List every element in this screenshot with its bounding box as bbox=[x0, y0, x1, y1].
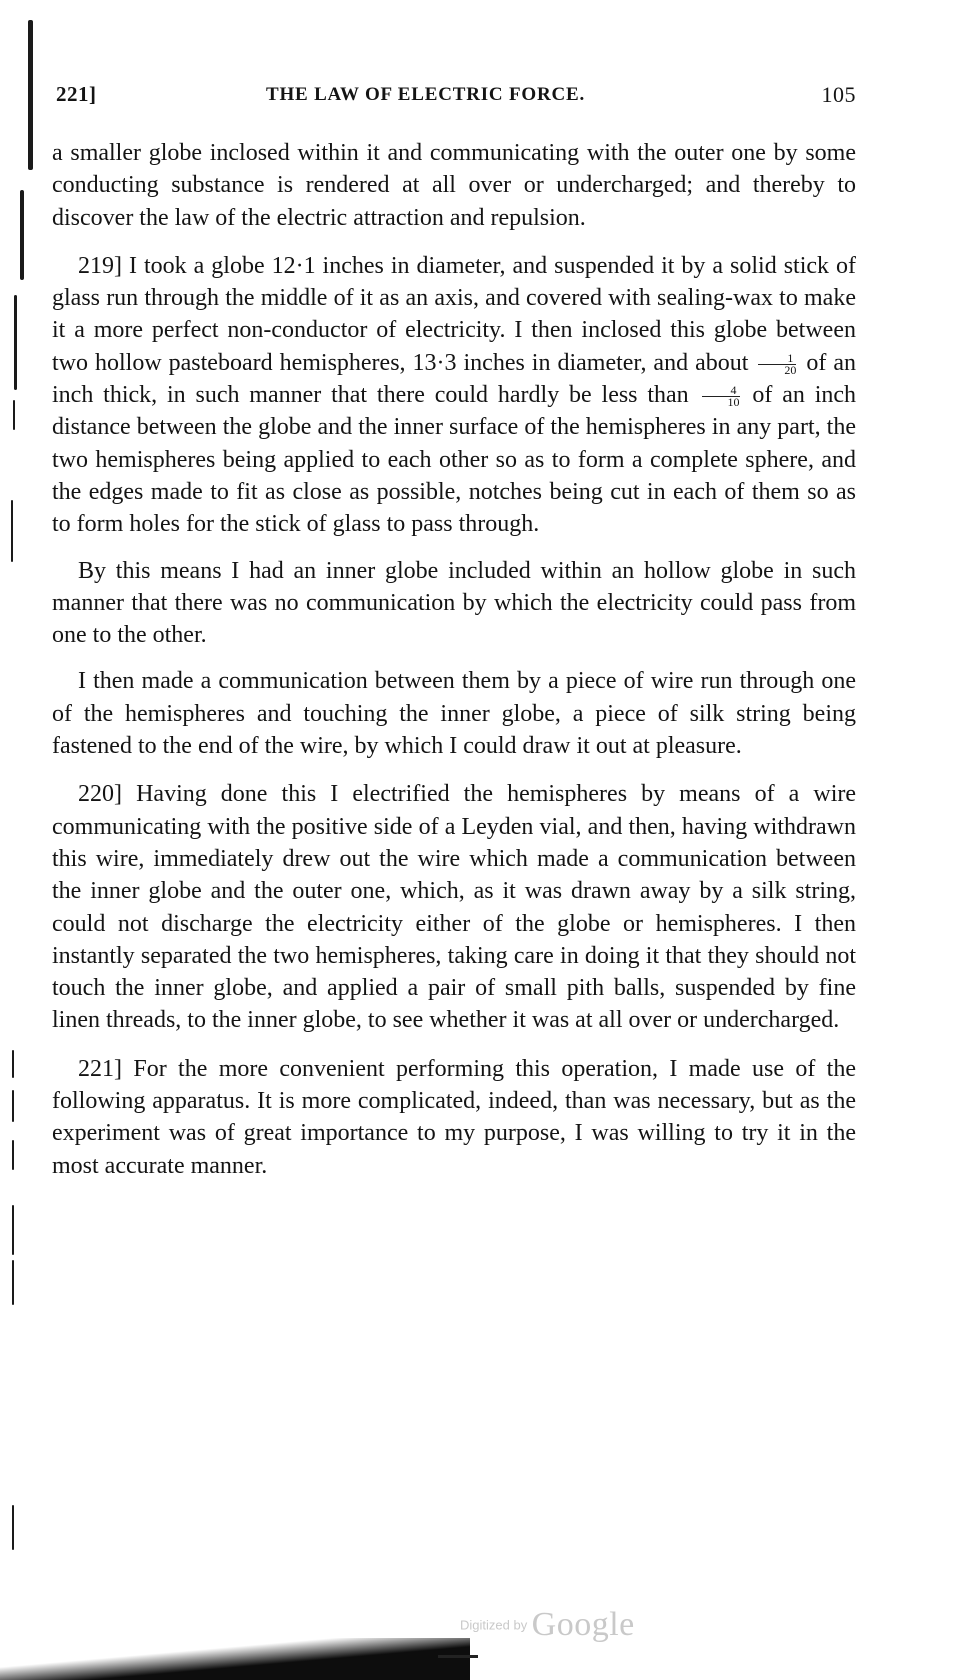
paragraph bbox=[52, 555, 856, 652]
paragraph-continued bbox=[52, 137, 856, 234]
margin-scan-mark bbox=[12, 1205, 14, 1255]
paragraph-text: a smaller globe inclosed within it and communicating with the outer one by some conducting substance is rendered at all over or undercharged; and thereby to discover the law of the electric attraction and repulsion. bbox=[52, 140, 856, 231]
watermark-small-text: Digitized by bbox=[460, 1617, 528, 1633]
body-text bbox=[52, 137, 856, 1182]
margin-scan-mark bbox=[12, 1090, 14, 1122]
paragraph-221 bbox=[52, 1053, 856, 1182]
paragraph-220 bbox=[52, 778, 856, 1036]
section-number: 220] bbox=[78, 781, 122, 808]
paragraph-text: of an inch thick, in such manner that there could hardly be less than bbox=[52, 349, 856, 409]
section-number: 221] bbox=[78, 1055, 122, 1082]
page-number: 105 bbox=[821, 82, 856, 107]
section-number: 219] bbox=[78, 252, 122, 279]
margin-scan-mark bbox=[13, 400, 15, 430]
fraction-denominator: 20 bbox=[784, 362, 797, 377]
margin-scan-mark bbox=[12, 1050, 14, 1078]
paragraph-text: of an inch distance between the globe and the inner surface of the hemispheres in any part, the two hemispheres being applied to each other so as to form a complete sphere, and the edges made to fit as close as possible, notches being cut in each of them so as to form holes for the stick of glass to pass through. bbox=[52, 382, 857, 538]
margin-scan-mark bbox=[12, 1505, 14, 1550]
running-head bbox=[56, 82, 856, 112]
paragraph-219 bbox=[52, 250, 856, 541]
paragraph-text: I took a globe 12·1 inches in diameter, and suspended it by a solid stick of glass run through the middle of it as an axis, and covered with sealing-wax to make it a more perfect non-conductor of electricity. I then inclosed this globe between two hollow pasteboard hemispheres, 13·3 inches in diameter, and about bbox=[52, 252, 857, 376]
google-logo-text: Google bbox=[531, 1606, 635, 1643]
margin-scan-mark bbox=[20, 190, 24, 280]
digitized-watermark bbox=[460, 1606, 635, 1644]
margin-scan-mark bbox=[11, 500, 13, 562]
scan-shadow bbox=[0, 1638, 470, 1680]
fraction-denominator: 10 bbox=[727, 395, 740, 410]
fraction bbox=[758, 350, 797, 377]
margin-scan-mark bbox=[12, 1140, 14, 1170]
paragraph-text: For the more convenient performing this operation, I made use of the following apparatus. It is more complicated, indeed, than was necessary, but as the experiment was of great importance to my purpose, I was willing to try it in the most accurate manner. bbox=[52, 1055, 857, 1179]
page-title: THE LAW OF ELECTRIC FORCE. bbox=[266, 84, 586, 105]
fraction-numerator: 1 bbox=[758, 353, 796, 365]
fraction-numerator: 4 bbox=[702, 385, 740, 397]
margin-scan-mark bbox=[14, 295, 17, 390]
margin-scan-mark bbox=[12, 1260, 14, 1305]
paragraph-text: I then made a communication between them by a piece of wire run through one of the hemispheres and touching the inner globe, a piece of silk string being fastened to the end of the wire, by which I could draw it out at pleasure. bbox=[52, 668, 856, 760]
section-range: 221] bbox=[56, 82, 97, 106]
paragraph-text: By this means I had an inner globe included within an hollow globe in such manner that there was no communication by which the electricity could pass from one to the other. bbox=[52, 557, 856, 649]
margin-scan-mark bbox=[28, 20, 33, 170]
fraction bbox=[702, 385, 740, 408]
paragraph-text: Having done this I electrified the hemispheres by means of a wire communicating with the positive side of a Leyden vial, and then, having withdrawn this wire, immediately drew out the wire which made a communication between the inner globe and the outer one, which, as it was drawn away by a silk string, could not discharge the electricity either of the globe or hemispheres. I then instantly separated the two hemispheres, taking care in doing it that they should not touch the inner globe, and applied a pair of small pith balls, suspended by fine linen threads, to the inner globe, to see whether it was at all over or undercharged. bbox=[52, 781, 857, 1034]
paragraph bbox=[52, 665, 856, 762]
scan-dash bbox=[438, 1655, 478, 1658]
